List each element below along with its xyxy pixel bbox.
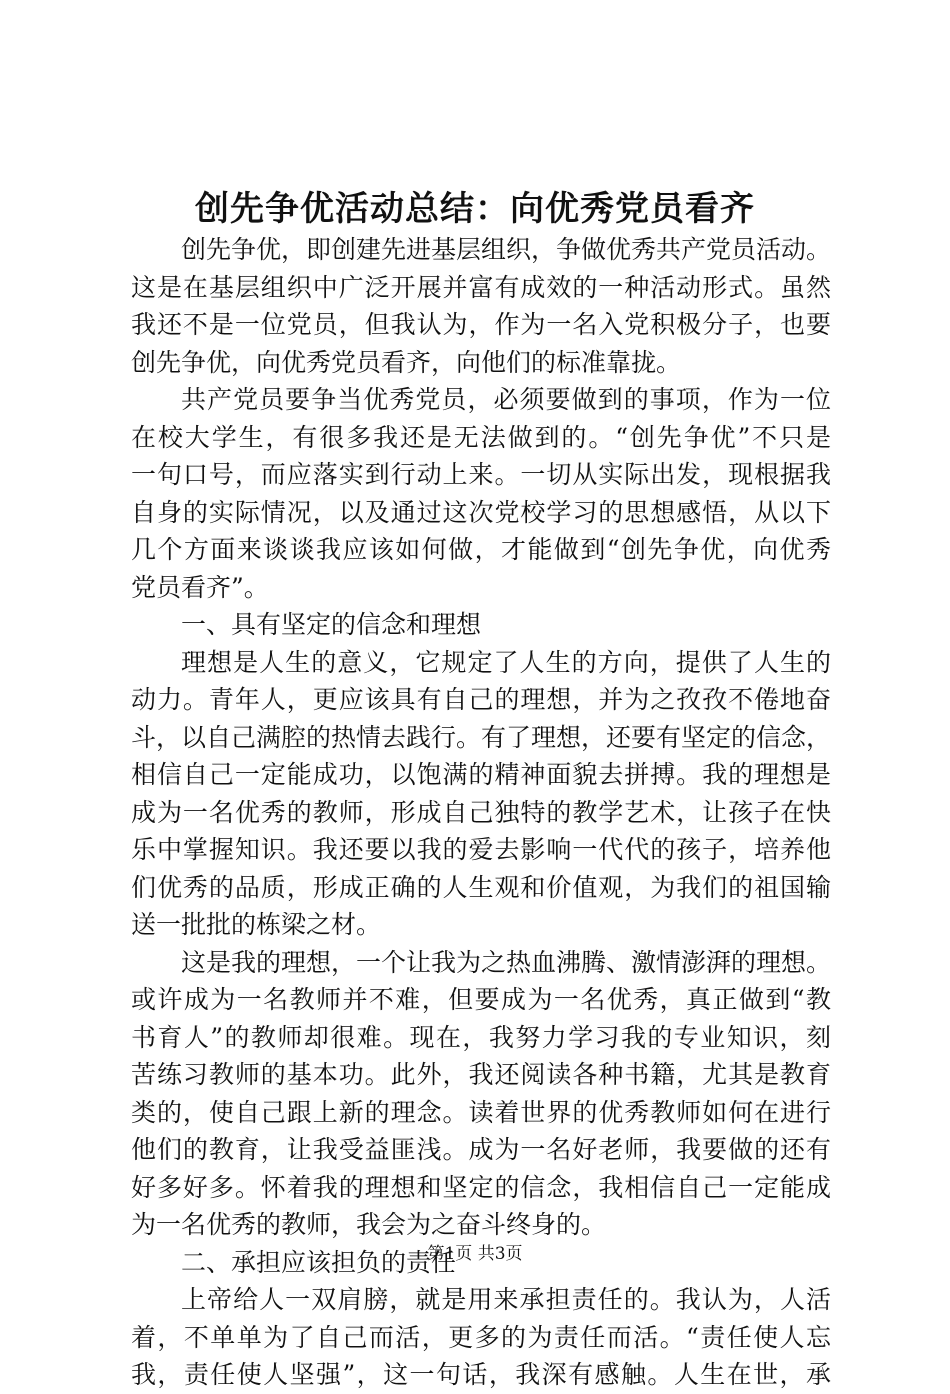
text-line: 理想是人生的意义，它规定了人生的方向，提供了人生的: [181, 647, 831, 677]
text-line: 们优秀的品质，形成正确的人生观和价值观，为我们的祖国输: [131, 872, 831, 902]
text-line: 为一名优秀的教师，我会为之奋斗终身的。: [131, 1210, 607, 1239]
text-line: 动力。青年人，更应该具有自己的理想，并为之孜孜不倦地奋: [131, 685, 831, 714]
text-line: 相信自己一定能成功，以饱满的精神面貌去拼搏。我的理想是: [131, 760, 831, 789]
text-line: 苦练习教师的基本功。此外，我还阅读各种书籍，尤其是教育: [131, 1060, 831, 1089]
text-line: 这是我的理想，一个让我为之热血沸腾、激情澎湃的理想。: [181, 947, 832, 977]
text-line: 这是在基层组织中广泛开展并富有成效的一种活动形式。虽然: [131, 272, 831, 302]
text-line: 创先争优，即创建先进基层组织，争做优秀共产党员活动。: [181, 235, 832, 264]
text-line: 书育人”的教师却很难。现在，我努力学习我的专业知识，刻: [131, 1022, 831, 1052]
text-line: 党员看齐”。: [131, 572, 269, 602]
text-line: 在校大学生，有很多我还是无法做到的。“创先争优”不只是: [131, 422, 831, 452]
text-line: 共产党员要争当优秀党员，必须要做到的事项，作为一位: [181, 385, 831, 414]
text-line: 上帝给人一双肩膀，就是用来承担责任的。我认为，人活: [181, 1285, 831, 1314]
text-line: 一、具有坚定的信念和理想: [181, 610, 482, 639]
text-line: 好多好多。怀着我的理想和坚定的信念，我相信自己一定能成: [131, 1172, 831, 1202]
text-line: 创先争优，向优秀党员看齐，向他们的标准靠拢。: [131, 347, 682, 377]
text-line: 二、承担应该担负的责任: [181, 1247, 457, 1277]
text-line: 成为一名优秀的教师，形成自己独特的教学艺术，让孩子在快: [131, 797, 831, 827]
document-body: [131, 231, 831, 1394]
text-line: 斗，以自己满腔的热情去践行。有了理想，还要有坚定的信念，: [131, 722, 832, 752]
text-line: 送一批批的栋梁之材。: [131, 910, 382, 939]
document-title: 创先争优活动总结：向优秀党员看齐: [195, 189, 755, 229]
text-line: 一句口号，而应落实到行动上来。一切从实际出发，现根据我: [131, 460, 831, 489]
text-line: 几个方面来谈谈我应该如何做，才能做到“创先争优，向优秀: [131, 535, 831, 564]
text-line: 类的，使自己跟上新的理念。读着世界的优秀教师如何在进行: [131, 1097, 831, 1127]
text-line: 着，不单单为了自己而活，更多的为责任而活。“责任使人忘: [131, 1322, 831, 1352]
text-line: 乐中掌握知识。我还要以我的爱去影响一代代的孩子，培养他: [131, 835, 831, 864]
text-line: 我还不是一位党员，但我认为，作为一名入党积极分子，也要: [131, 310, 831, 339]
text-line: 我，责任使人坚强”，这一句话，我深有感触。人生在世，承: [131, 1360, 831, 1389]
text-line: 或许成为一名教师并不难，但要成为一名优秀，真正做到“教: [131, 985, 831, 1014]
text-line: 他们的教育，让我受益匪浅。成为一名好老师，我要做的还有: [131, 1135, 831, 1164]
page-footer: 第1页 共3页: [427, 1244, 523, 1264]
text-line: 自身的实际情况，以及通过这次党校学习的思想感悟，从以下: [131, 497, 831, 527]
